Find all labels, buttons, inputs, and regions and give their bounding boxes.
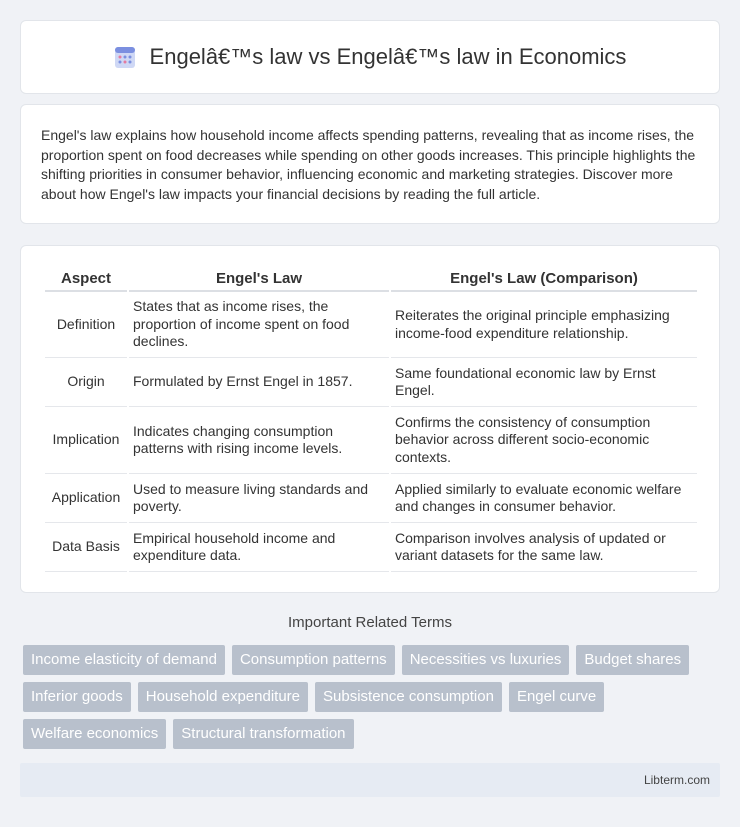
row-engels-law: Indicates changing consumption patterns with rising income levels. [129,407,389,474]
table-row [45,407,697,474]
related-term-tag[interactable]: Engel curve [509,682,604,712]
row-engels-law: Empirical household income and expenditure data. [129,523,389,572]
column-header-engels-law: Engel's Law [129,264,389,292]
table-row [45,474,697,523]
row-comparison: Applied similarly to evaluate economic welfare and changes in consumer behavior. [391,474,697,523]
row-engels-law: Formulated by Ernst Engel in 1857. [129,358,389,407]
table-row [45,523,697,572]
related-term-tag[interactable]: Necessities vs luxuries [402,645,570,675]
related-term-tag[interactable]: Household expenditure [138,682,308,712]
related-term-tag[interactable]: Budget shares [576,645,689,675]
page-header [20,20,720,94]
page-title: Engelâ€™s law vs Engelâ€™s law in Economics [149,44,627,69]
row-comparison: Comparison involves analysis of updated or variant datasets for the same law. [391,523,697,572]
page-footer [20,763,720,797]
intro-text: Engel's law explains how household income affects spending patterns, revealing that as income rises, the proportion spent on food decreases while spending on other goods increases. This principle highlights the shifting priorities in consumer behavior, influencing economic and marketing strategies. Discover more about how Engel's law impacts your financial decisions by reading the full article. [41,127,696,202]
row-aspect: Data Basis [45,523,127,572]
column-header-aspect: Aspect [45,264,127,292]
row-aspect: Definition [45,292,127,358]
row-comparison: Confirms the consistency of consumption behavior across different socio-economic contexts. [391,407,697,474]
related-term-tag[interactable]: Consumption patterns [232,645,395,675]
row-aspect: Origin [45,358,127,407]
table-row [45,292,697,358]
footer-site-link[interactable]: Libterm.com [643,773,710,787]
comparison-table [43,264,699,572]
related-terms-list [23,645,723,749]
related-term-tag[interactable]: Welfare economics [23,719,166,749]
row-comparison: Same foundational economic law by Ernst Engel. [391,358,697,407]
column-header-comparison: Engel's Law (Comparison) [391,264,697,292]
table-header-row [45,264,697,292]
row-comparison: Reiterates the original principle emphasizing income-food expenditure relationship. [391,292,697,358]
intro-section [20,104,720,224]
table-row [45,358,697,407]
document-grid-icon [114,45,136,69]
related-term-tag[interactable]: Inferior goods [23,682,131,712]
comparison-table-card [20,245,720,593]
row-aspect: Application [45,474,127,523]
related-terms-title: Important Related Terms [288,614,452,631]
related-term-tag[interactable]: Subsistence consumption [315,682,502,712]
related-term-tag[interactable]: Structural transformation [173,719,353,749]
row-engels-law: States that as income rises, the proportion of income spent on food declines. [129,292,389,358]
row-engels-law: Used to measure living standards and poverty. [129,474,389,523]
row-aspect: Implication [45,407,127,474]
related-term-tag[interactable]: Income elasticity of demand [23,645,225,675]
